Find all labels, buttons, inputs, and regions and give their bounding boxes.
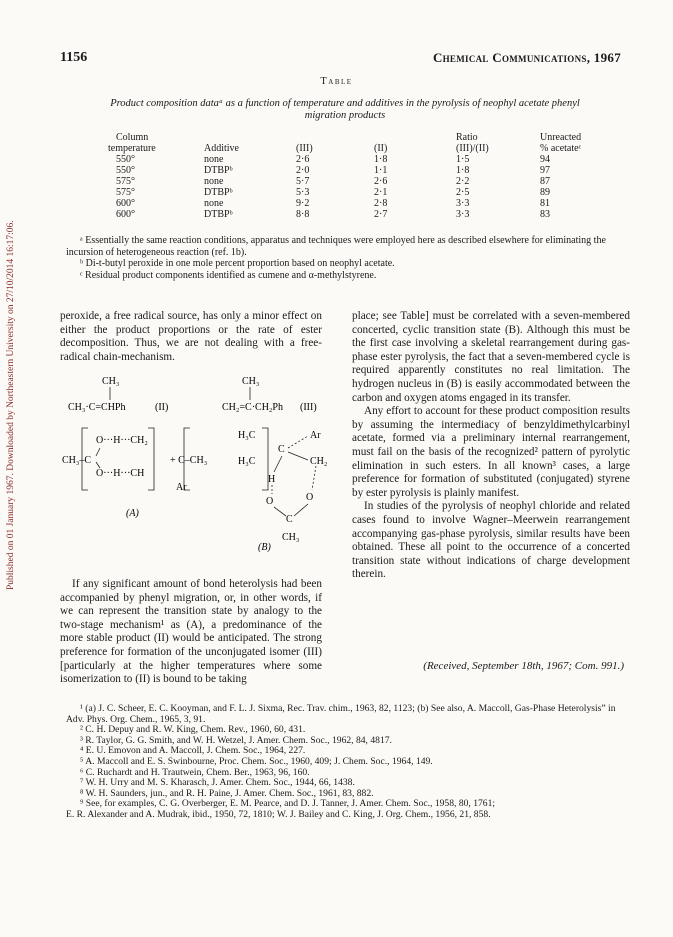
header-cell: % acetateᶜ <box>540 143 582 154</box>
table-cell: 1·8 <box>456 165 470 176</box>
svg-text:O: O <box>266 496 274 507</box>
table-cell: 2·0 <box>296 165 310 176</box>
table-caption-line2: migration products <box>304 110 386 121</box>
table-cell: 3·3 <box>456 198 470 209</box>
svg-text:O···H···CH: O···H···CH <box>96 468 145 479</box>
structure-B <box>238 430 327 553</box>
header-cell <box>296 132 374 143</box>
header-cell: (III)/(II) <box>456 143 489 154</box>
table-cell: 550° <box>116 165 135 176</box>
table-cell: 1·5 <box>456 154 470 165</box>
svg-text:H₃C: H₃C <box>238 430 256 441</box>
table-row <box>108 187 600 198</box>
header-cell: (II) <box>374 143 388 154</box>
reference-2: ² C. H. Depuy and R. W. King, Chem. Rev., 1960, 60, 431. <box>80 724 306 736</box>
table-title: Table <box>320 76 353 87</box>
reference-1: ¹ (a) J. C. Scheer, E. C. Kooyman, and F. L. J. Sixma, Rec. Trav. chim., 1963, 82, 1123; (b) See also, A. Maccoll, Gas-Phase Heterolysis” in Adv. Phys. Org. Chem., 1965, 3, 91. <box>66 703 616 725</box>
table-cell: DTBPᵇ <box>204 165 233 176</box>
svg-text:H: H <box>268 474 276 485</box>
chemical-structures <box>60 372 350 572</box>
svg-text:O: O <box>306 492 314 503</box>
table-cell: 9·2 <box>296 198 310 209</box>
structure-B-label: (B) <box>258 542 271 553</box>
header-cell <box>374 132 456 143</box>
svg-text:Ar: Ar <box>310 430 321 441</box>
table-cell: 3·3 <box>456 209 470 220</box>
table-cell: none <box>204 176 224 187</box>
download-watermark <box>4 150 18 590</box>
svg-text:H₃C: H₃C <box>238 456 256 467</box>
reference-4: ⁴ E. U. Emovon and A. Maccoll, J. Chem. Soc., 1964, 227. <box>80 745 306 757</box>
table-cell: DTBPᵇ <box>204 209 233 220</box>
table-cell: 87 <box>540 176 550 187</box>
footnote-c: ᶜ Residual product components identified as cumene and α-methylstyrene. <box>80 269 377 281</box>
table-cell: 2·6 <box>374 176 388 187</box>
svg-text:C: C <box>286 514 293 525</box>
table-cell: 83 <box>540 209 550 220</box>
header-cell: Additive <box>204 143 239 154</box>
reference-9-continued: E. R. Alexander and A. Mudrak, ibid., 1950, 72, 1810; W. J. Bailey and C. King, J. Org. Chem., 1956, 21, 858. <box>66 808 491 820</box>
table-cell: 575° <box>116 187 135 198</box>
table-cell: 550° <box>116 154 135 165</box>
svg-text:Ar: Ar <box>176 482 187 493</box>
table-cell: none <box>204 198 224 209</box>
reference-3: ³ R. Taylor, G. G. Smith, and W. H. Wetzel, J. Amer. Chem. Soc., 1962, 84, 4817. <box>80 734 392 746</box>
svg-text:+ C–CH₃: + C–CH₃ <box>170 455 208 466</box>
table-cell: none <box>204 154 224 165</box>
left-column-para2: If any significant amount of bond heterolysis had been accompanied by phenyl migration, or, in other words, if we can represent the transition state by analogy to the two-stage mechanism¹ as (A), a predominance of the more stable product (II) would be anticipated. The strong preference for formation of the unconjugated isomer (III) [particularly at the higher temperatures where some isomerization to (II) is bound to be taking <box>60 578 322 686</box>
header-cell: (III) <box>296 143 313 154</box>
header-cell: temperature <box>108 143 156 154</box>
table-cell: 89 <box>540 187 550 198</box>
table-footnotes <box>66 235 626 281</box>
structure-A <box>62 428 268 519</box>
structure-II-label: (II) <box>155 402 169 413</box>
footnote-a: ᵃ Essentially the same reaction conditions, apparatus and techniques were employed here as described elsewhere for eliminating the incursion of heterogeneous reaction (ref. 1b). <box>66 235 606 258</box>
table-cell: 2·5 <box>456 187 470 198</box>
table-row <box>108 154 600 165</box>
reference-5: ⁵ A. Maccoll and E. S. Swinbourne, Proc. Chem. Soc., 1960, 409; J. Chem. Soc., 1964, 149. <box>80 755 433 767</box>
table-row <box>108 198 600 209</box>
header-cell: Unreacted <box>540 132 582 143</box>
right-column-para2: Any effort to account for these product composition results by assuming the intermediacy of benzyldimethylcarbinyl acetate, formed via a preliminary internal rearrangement, must fail on the basis of the recognized² pattern of pyrolytic elimination in such esters. In all known³ cases, a large preference for formation of substituted (conjugated) styrene by ester pyrolysis is plainly manifest. <box>352 405 630 499</box>
table-cell: 1·8 <box>374 154 388 165</box>
left-column-para1: peroxide, a free radical source, has only a minor effect on either the product proportions or the rate of ester decomposition. Thus, we are not dealing with a free-radical chain-mechanism. <box>60 310 322 363</box>
table-row <box>108 209 600 220</box>
table-cell: 600° <box>116 209 135 220</box>
table-cell: 2·2 <box>456 176 470 187</box>
structure-III-formula: CH₂=C·CH₂Ph <box>222 402 283 413</box>
header-cell: Column <box>116 132 149 143</box>
right-column-para3: In studies of the pyrolysis of neophyl chloride and related cases found to involve Wagner–Meerwein rearrangement accompanying gas-phase pyrolysis, similar results have been obtained. These all point to the occurrence of a concerted transition state without indications of charge development therein. <box>352 500 630 581</box>
table-cell: 600° <box>116 198 135 209</box>
header-cell: Ratio <box>456 132 478 143</box>
table-cell: DTBPᵇ <box>204 187 233 198</box>
table-cell: 2·1 <box>374 187 388 198</box>
structure-II-ch3: CH₃ <box>102 376 120 387</box>
footnote-b: ᵇ Di-t-butyl peroxide in one mole percent proportion based on neophyl acetate. <box>80 258 395 269</box>
structure-II <box>68 376 168 413</box>
svg-text:CH₃: CH₃ <box>282 532 300 543</box>
table-cell: 575° <box>116 176 135 187</box>
structure-III-label: (III) <box>300 402 317 413</box>
header-cell <box>204 132 296 143</box>
reference-7: ⁷ W. H. Urry and M. S. Kharasch, J. Amer. Chem. Soc., 1944, 66, 1438. <box>80 777 355 789</box>
table-cell: 94 <box>540 154 550 165</box>
reference-9: ⁹ See, for examples, C. G. Overberger, E. M. Pearce, and D. J. Tanner, J. Amer. Chem. Soc., 1958, 80, 1761; <box>80 798 496 810</box>
structure-III-ch3: CH₃ <box>242 376 260 387</box>
structure-A-label: (A) <box>126 508 139 519</box>
download-watermark-text: Published on 01 January 1967. Downloaded by Northeastern University on 27/10/2014 16:17:06. <box>6 220 16 590</box>
table-header-row-top <box>108 132 600 143</box>
svg-text:O···H···CH₂: O···H···CH₂ <box>96 435 148 446</box>
svg-text:CH₂: CH₂ <box>310 456 328 467</box>
table-row <box>108 176 600 187</box>
references <box>66 704 632 821</box>
table-cell: 2·7 <box>374 209 388 220</box>
svg-text:CH₃–C: CH₃–C <box>62 455 92 466</box>
table-cell: 97 <box>540 165 550 176</box>
received-line: (Received, September 18th, 1967; Com. 991.) <box>423 660 624 672</box>
right-column <box>352 310 630 582</box>
journal-title: Chemical Communications, 1967 <box>432 50 621 65</box>
svg-text:C: C <box>278 444 285 455</box>
table-row <box>108 165 600 176</box>
reference-8: ⁸ W. H. Saunders, jun., and R. H. Paine, J. Amer. Chem. Soc., 1961, 83, 882. <box>80 787 374 799</box>
table-cell: 1·1 <box>374 165 388 176</box>
right-column-para1: place; see Table] must be correlated with a seven-membered concerted, cyclic transition state (B). Although this must be the first case involving a skeletal rearrangement during gas-phase ester pyrolysis, the fact that a seven-membered cycle is required apparently constitutes no real limitation. The hydrogen nucleus in (B) is easily accommodated between the carbon and oxygen atoms engaged in its transfer. <box>352 310 630 404</box>
table-cell: 2·8 <box>374 198 388 209</box>
table-cell: 5·7 <box>296 176 310 187</box>
data-table <box>108 132 600 220</box>
table-caption-line1: Product composition dataᵃ as a function of temperature and additives in the pyrolysis of neophyl acetate phenyl <box>110 98 580 109</box>
table-header-row-bottom <box>108 143 600 154</box>
reference-6: ⁶ C. Ruchardt and H. Trautwein, Chem. Ber., 1963, 96, 160. <box>80 766 310 778</box>
table-caption <box>70 98 620 122</box>
page-number: 1156 <box>60 50 88 65</box>
table-cell: 5·3 <box>296 187 310 198</box>
table-cell: 8·8 <box>296 209 310 220</box>
structure-III <box>222 376 317 413</box>
table-cell: 2·6 <box>296 154 310 165</box>
table-cell: 81 <box>540 198 550 209</box>
structure-II-formula: CH₃·C=CHPh <box>68 402 126 413</box>
